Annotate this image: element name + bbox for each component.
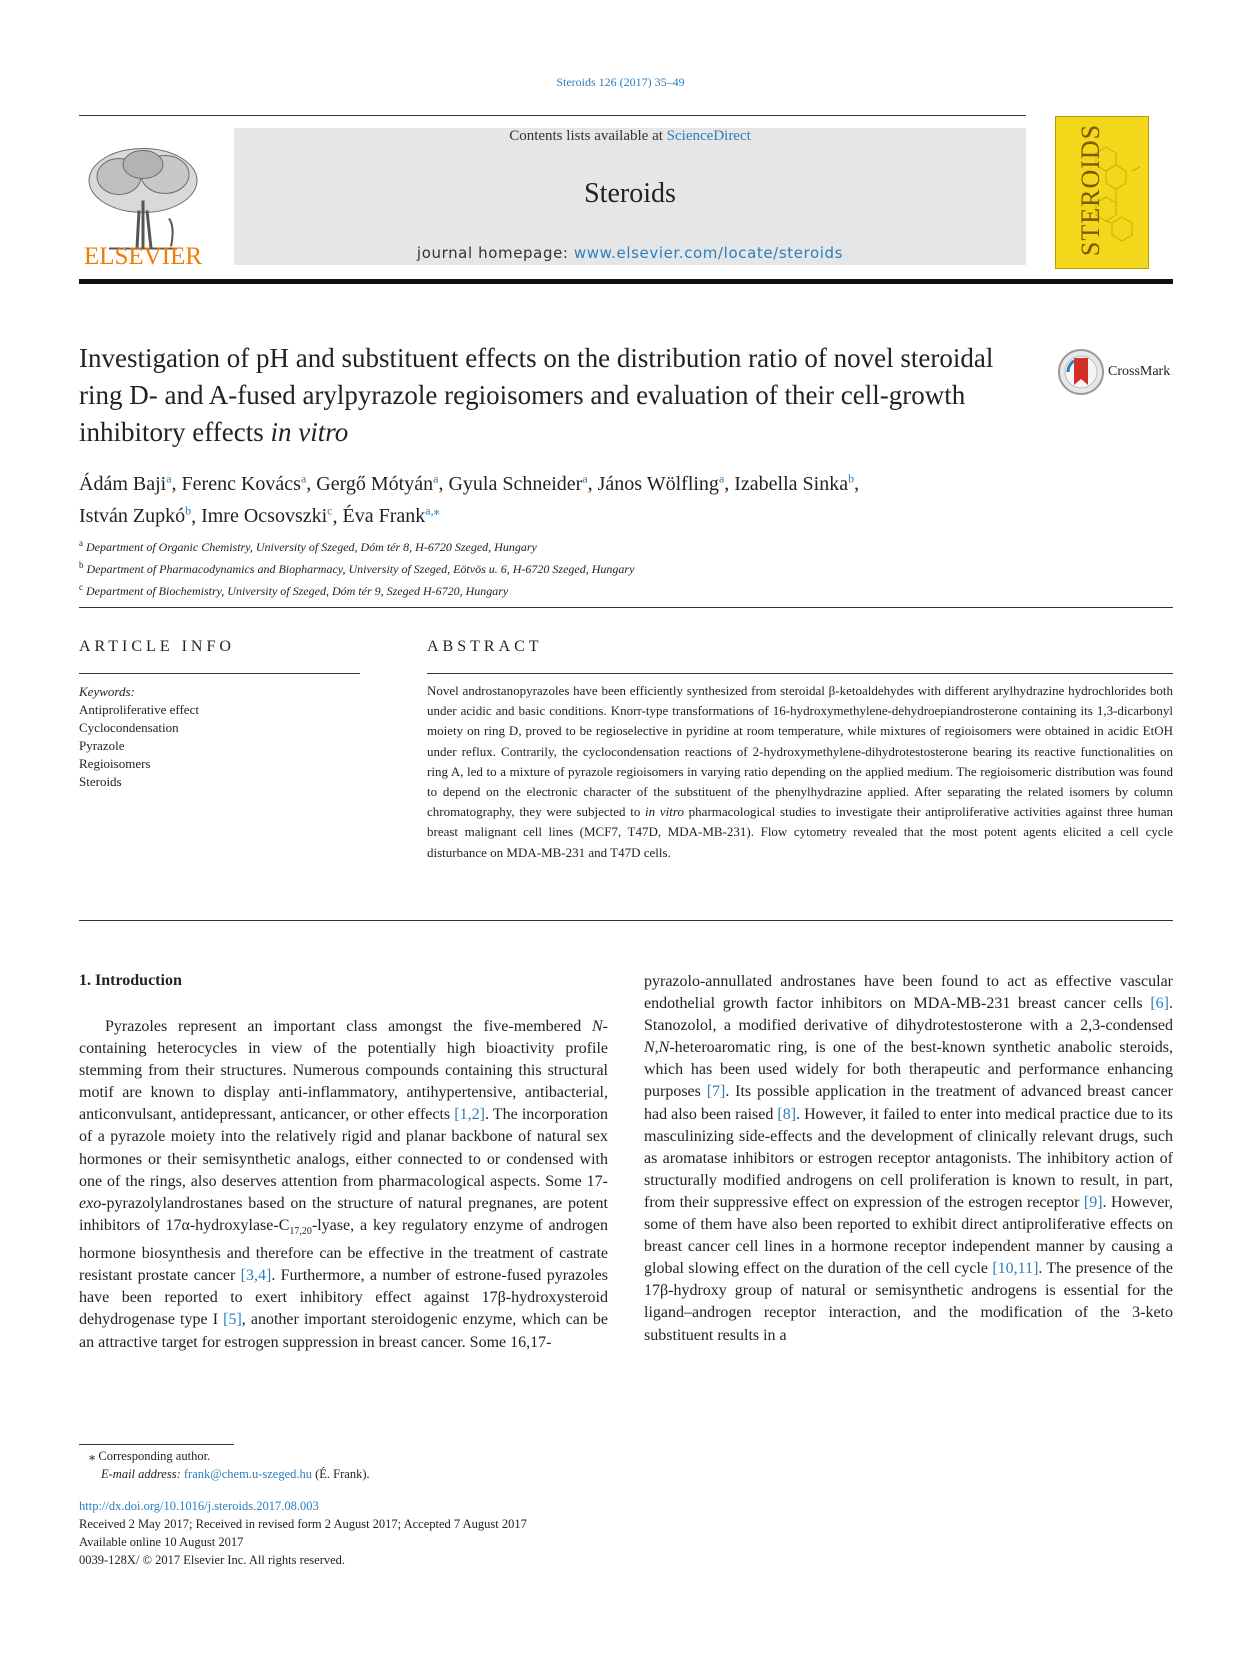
- text-run: . The presence of the 17β-hydroxy group of natural or semisynthetic androgens is essential for the ligand–androgen receptor interaction, and the modification of the 3-keto substituent results in a: [644, 1260, 1173, 1344]
- italic-run: exo: [79, 1194, 102, 1212]
- text-run: -pyrazolylandrostanes based on the structure of natural pregnanes, are potent inhibitors of 17α-hydroxylase-C: [79, 1194, 608, 1234]
- text-run: -heteroaromatic ring, is one of the best-known synthetic anabolic steroids, which has been used widely for both therapeutic and performance enhancing purposes: [644, 1039, 1173, 1101]
- author[interactable]: Izabella Sinka$^b$: [734, 471, 855, 495]
- available-online: Available online 10 August 2017: [79, 1535, 244, 1549]
- article-info-heading: ARTICLE INFO: [79, 638, 235, 655]
- text-run: Pyrazoles represent an important class amongst the five-membered: [105, 1018, 592, 1035]
- keyword: Cyclocondensation: [79, 720, 179, 735]
- text-run: . The incorporation of a pyrazole moiety into the relatively rigid and planar backbone of natural sex hormones or their semisynthetic analogs, either connected to or condensed with one of the rings, also deserves attention from pharmacological aspects. Some 17-: [79, 1106, 609, 1190]
- journal-title: Steroids: [584, 178, 676, 209]
- author[interactable]: Imre Ocsovszki$^c$: [201, 503, 333, 528]
- doi-link[interactable]: http://dx.doi.org/10.1016/j.steroids.2017.08.003: [79, 1499, 319, 1513]
- title-main: Investigation of pH and substituent effects on the distribution ratio of novel steroidal ring D- and A-fused arylpyrazole regioisomers and evaluation of their cell-growth inhibitory effects: [79, 343, 994, 447]
- sciencedirect-link[interactable]: ScienceDirect: [666, 128, 751, 144]
- homepage-line: [234, 244, 1026, 262]
- publication-info: [79, 1497, 779, 1569]
- italic-run: N,N: [644, 1039, 670, 1057]
- abstract-end-rule: [79, 920, 1173, 921]
- keyword: Regioisomers: [79, 756, 151, 771]
- copyright: 0039-128X/ © 2017 Elsevier Inc. All rights reserved.: [79, 1553, 346, 1567]
- keyword: Antiproliferative effect: [79, 702, 199, 717]
- abstract-text: Novel androstanopyrazoles have been efficiently synthesized from steroidal β-ketoaldehydes with different arylhydrazine hydrochlorides both under acidic and basic conditions. Knorr-type transformations of 16-hydroxymethylene-dehydroepiandrosterone containing its 1,3-dicarbonyl moiety on ring D, proved to be regioselective in pyridine at room temperature, while mixtures of regioisomers were obtained in acidic EtOH under reflux. Contrarily, the cyclocondensation reactions of 2-hydroxymethylene-dihydrotestosterone bearing its reactive functionalities on ring A, led to a mixture of pyrazole regioisomers in varying ratio depending on the applied medium. The regioisomeric distribution was found to depend on the electronic character of the substituent of the phenylhydrazine applied. After separating the related isomers by column chromatography, they were subjected to in vitro pharmacological studies to investigate their antiproliferative activities against three human breast malignant cell lines (MCF7, T47D, MDA-MB-231). Flow cytometry revealed that the most potent agents elicited a cell cycle disturbance on MDA-MB-231 and T47D cells.: [427, 683, 1173, 860]
- introduction-heading: 1. Introduction: [79, 972, 182, 989]
- title-italic: in vitro: [270, 417, 349, 447]
- author[interactable]: János Wölfling$^a$: [597, 471, 725, 495]
- received-dates: Received 2 May 2017; Received in revised form 2 August 2017; Accepted 7 August 2017: [79, 1517, 527, 1531]
- citation-link[interactable]: [10,11]: [992, 1260, 1039, 1278]
- citation-link[interactable]: [9]: [1083, 1193, 1103, 1211]
- elsevier-wordmark: ELSEVIER: [83, 243, 203, 270]
- citation-link[interactable]: [8]: [777, 1105, 797, 1123]
- intro-column-left: [79, 1016, 608, 1354]
- citation-link[interactable]: [6]: [1150, 995, 1169, 1013]
- keywords-label: Keywords:: [79, 684, 135, 699]
- author[interactable]: Gergő Mótyán$^a$: [316, 471, 439, 495]
- section-rule: [79, 607, 1173, 608]
- author[interactable]: Ferenc Kovács$^a$: [181, 471, 307, 495]
- affiliation: $^c$ Department of Biochemistry, University of Szeged, Dóm tér 9, Szeged H-6720, Hungary: [79, 582, 509, 598]
- citation-link[interactable]: [7]: [706, 1083, 726, 1101]
- author[interactable]: Éva Frank$^{a,⁎}$: [342, 503, 440, 528]
- contents-prefix: Contents lists available at: [509, 128, 667, 144]
- homepage-prefix: journal homepage:: [416, 244, 574, 262]
- citation-link[interactable]: [3,4]: [240, 1267, 272, 1285]
- article-title: [79, 340, 1039, 451]
- intro-column-right: [644, 971, 1173, 1347]
- citation-link[interactable]: [5]: [223, 1311, 242, 1329]
- journal-reference[interactable]: Steroids 126 (2017) 35–49: [556, 75, 685, 89]
- author[interactable]: István Zupkó$^b$: [79, 503, 192, 528]
- keyword: Steroids: [79, 774, 122, 789]
- text-run: . However, some of them have also been reported to exhibit direct antiproliferative effects on breast cancer cell lines in a hormone receptor independent manner by causing a global slowing effect on the duration of the cell cycle: [644, 1193, 1174, 1278]
- crossmark-label[interactable]: CrossMark: [1108, 364, 1171, 379]
- abstract-heading: ABSTRACT: [427, 638, 543, 655]
- italic-run: N: [592, 1018, 603, 1035]
- author-list: Ádám Baji$^a$, Ferenc Kovács$^a$, Gergő Mótyán$^a$, Gyula Schneider$^a$, János Wölfling$^a$, Izabella Sinka$^b$, István Zupkó$^b$, Imre Ocsovszki$^c$, Éva Frank$^{a,⁎}$: [79, 471, 860, 528]
- abstract-rule: [427, 673, 1173, 674]
- author[interactable]: Ádám Baji$^a$: [79, 471, 172, 495]
- text-run: . Its possible application in the treatment of advanced breast cancer had also been raised: [644, 1083, 1173, 1123]
- header-rule: [79, 115, 1026, 116]
- email-line: E-mail address: frank@chem.u-szeged.hu (É. Frank).: [101, 1467, 370, 1481]
- text-run: . However, it failed to enter into medical practice due to its masculinizing side-effects and the development of clinically relevant drugs, such as aromatase inhibitors or estrogen receptor antagonists. The inhibitory action of structurally modified androgens on cell proliferation is known to result, in part, from their suppressive effect on expression of the estrogen receptor: [644, 1105, 1173, 1211]
- corresponding-author-note: ⁎ Corresponding author.: [89, 1449, 211, 1463]
- text-run: pyrazolo-annullated androstanes have been found to act as effective vascular endothelial growth factor inhibitors on MDA-MB-231 breast cancer cells: [644, 973, 1173, 1013]
- subscript-run: 17,20: [289, 1226, 312, 1238]
- cover-title: STEROIDS: [1076, 123, 1105, 257]
- keyword: Pyrazole: [79, 738, 125, 753]
- text-run: -containing heterocycles in view of the potentially high bioactivity profile stemming from their structures. Numerous compounds containing this structural motif are known to display anti-inflammatory, antihypertensive, antibacterial, anticonvulsant, antidepressant, anticancer, or other effects: [79, 1018, 608, 1124]
- info-rule: [79, 673, 360, 674]
- crossmark-icon[interactable]: [1058, 349, 1104, 395]
- journal-cover: [1055, 116, 1149, 269]
- header-thick-rule: [79, 279, 1173, 284]
- affiliation: $^b$ Department of Pharmacodynamics and Biopharmacy, University of Szeged, Eötvös u. 6, H-6720 Szeged, Hungary: [79, 560, 635, 576]
- contents-line: [234, 128, 1026, 145]
- homepage-link[interactable]: www.elsevier.com/locate/steroids: [573, 244, 844, 262]
- text-run: -lyase, a key regulatory enzyme of androgen hormone biosynthesis and therefore can be effective in the treatment of castrate resistant prostate cancer: [79, 1216, 609, 1285]
- affiliations: [79, 534, 879, 600]
- footnotes: [79, 1447, 679, 1483]
- text-run: , another important steroidogenic enzyme, which can be an attractive target for estrogen suppression in breast cancer. Some 16,17-: [79, 1311, 608, 1351]
- text-run: . Furthermore, a number of estrone-fused pyrazoles have been reported to exert inhibitory effect against 17β-hydroxysteroid dehydrogenase type I: [79, 1267, 608, 1329]
- citation-link[interactable]: [1,2]: [454, 1106, 485, 1124]
- author[interactable]: Gyula Schneider$^a$: [448, 471, 588, 495]
- keywords-block: [79, 683, 199, 791]
- email-link[interactable]: frank@chem.u-szeged.hu: [183, 1467, 312, 1481]
- affiliation: $^a$ Department of Organic Chemistry, University of Szeged, Dóm tér 8, H-6720 Szeged, Hungary: [79, 538, 537, 554]
- footnote-rule: [79, 1444, 234, 1445]
- text-run: . Stanozolol, a modified derivative of dihydrotestosterone with a 2,3-condensed: [644, 995, 1173, 1035]
